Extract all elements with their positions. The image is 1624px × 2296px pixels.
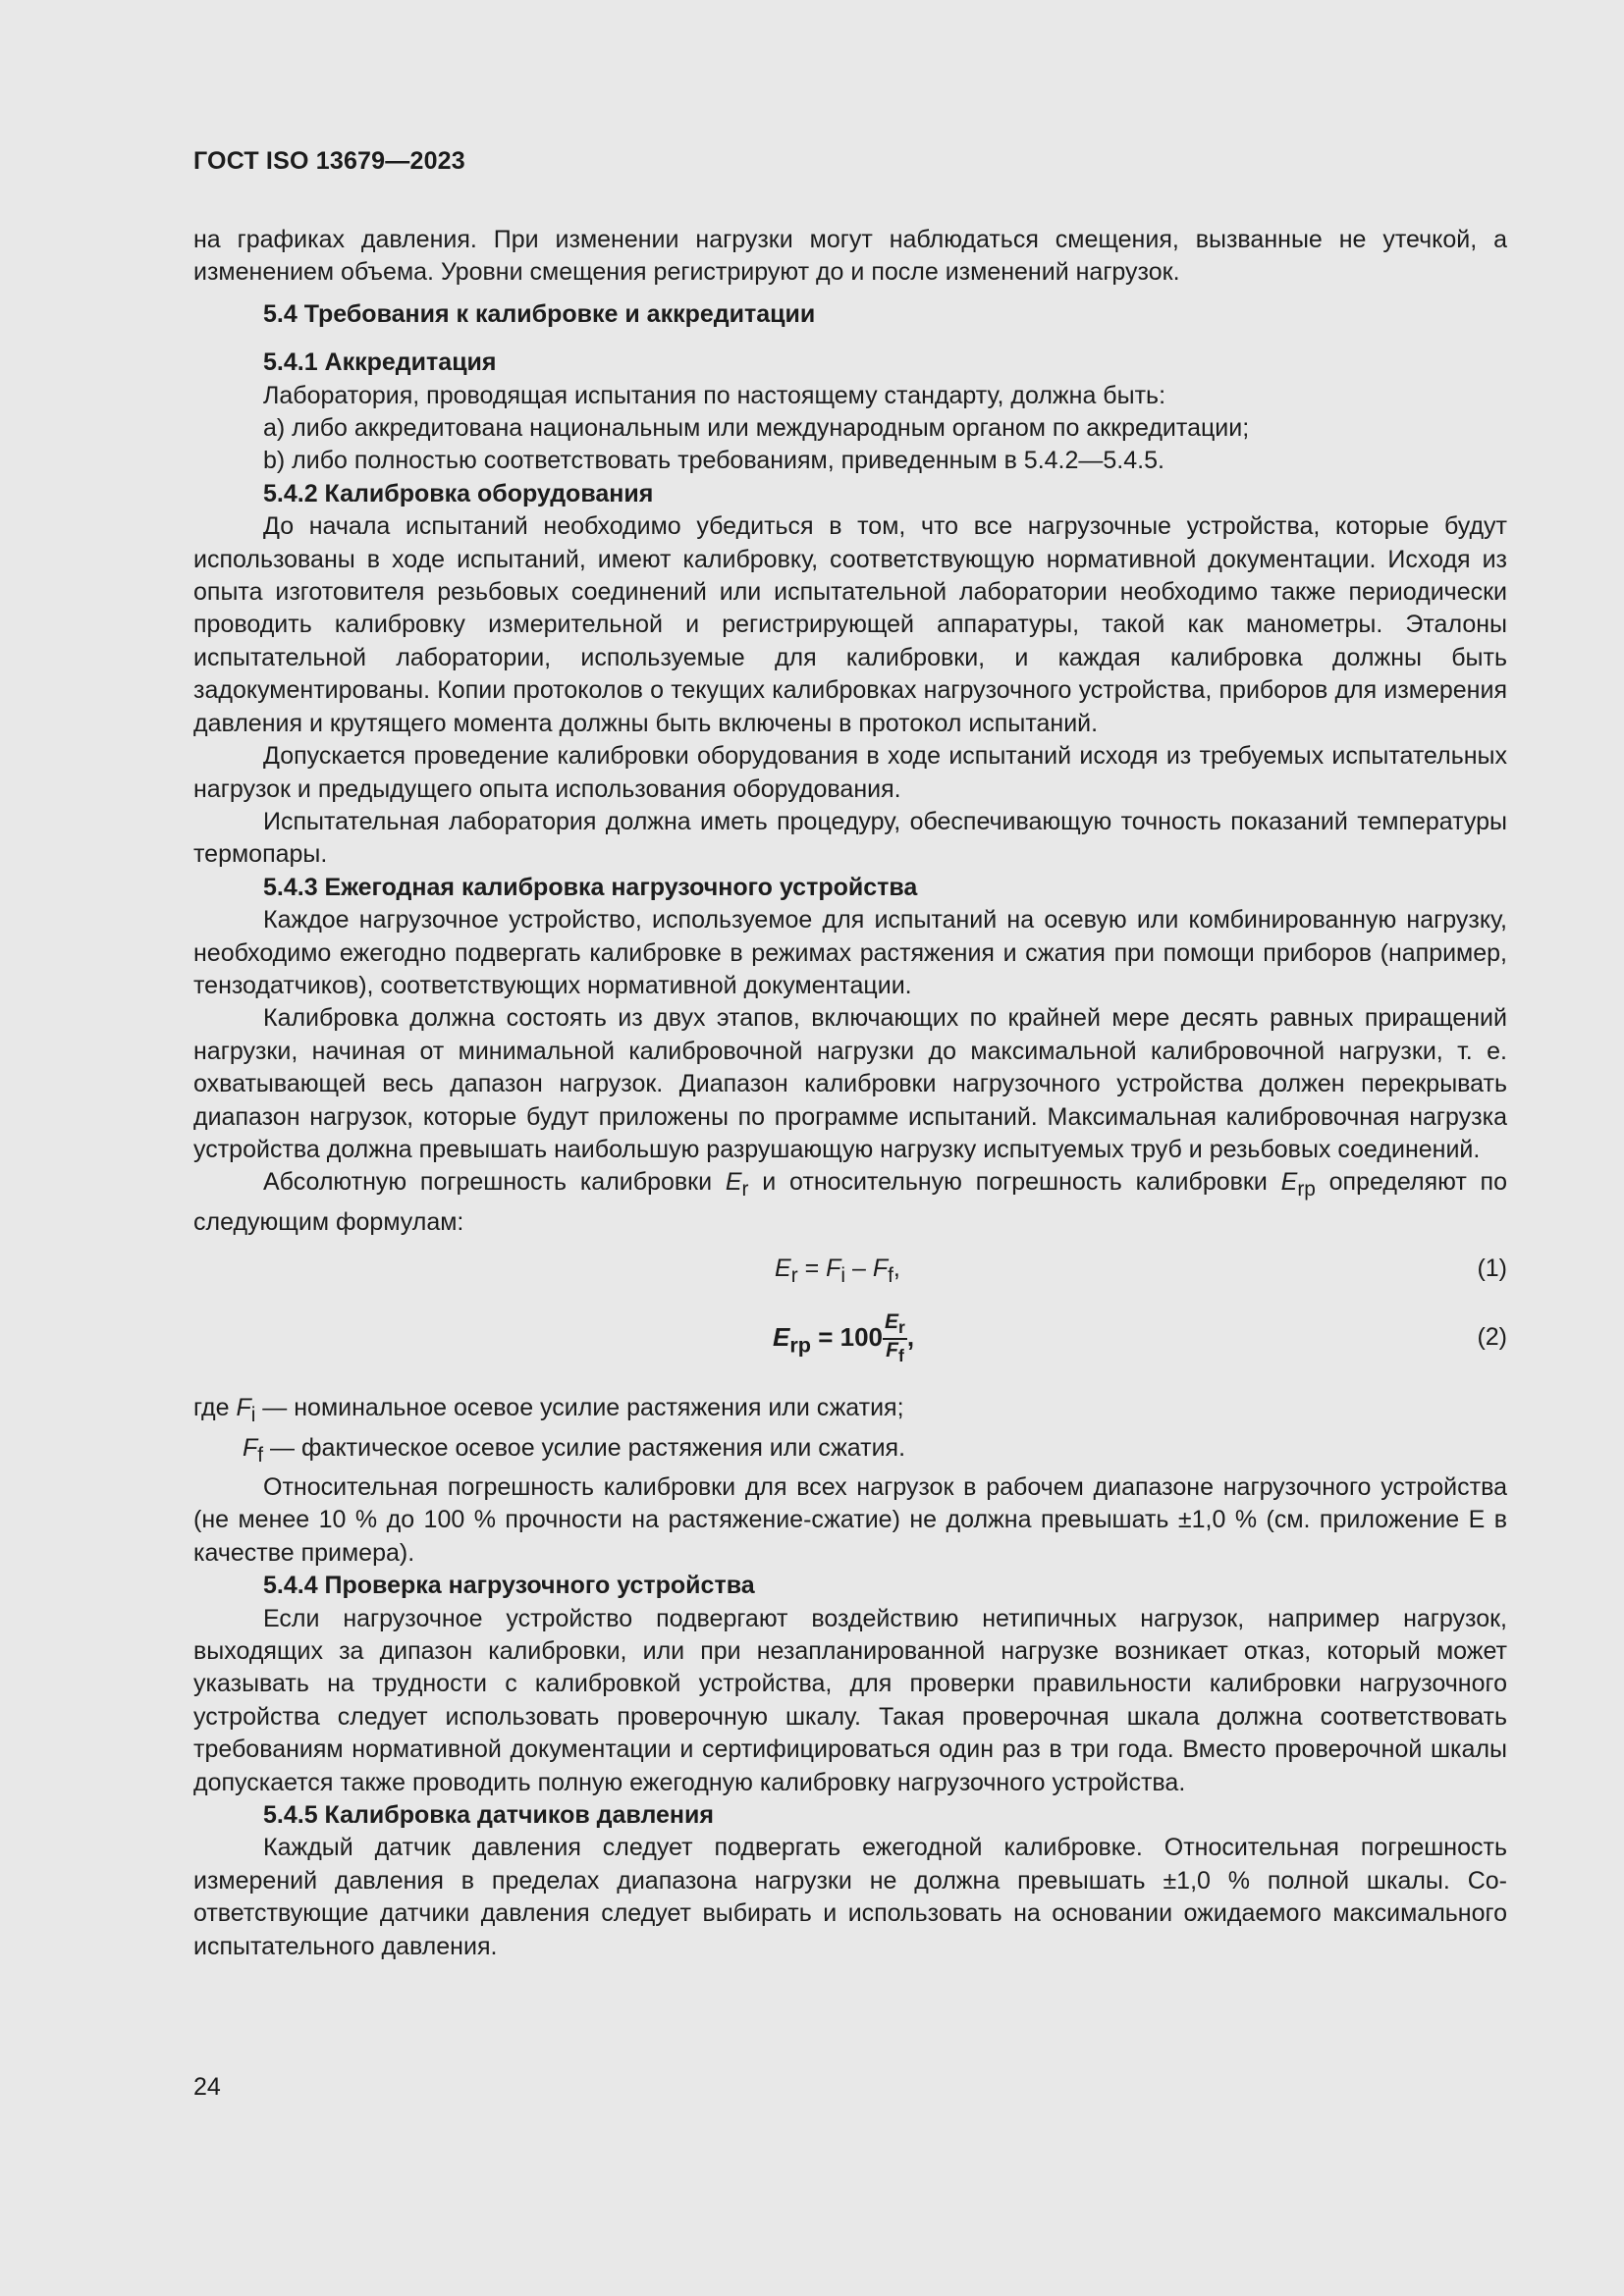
- paragraph-5-4-4: Если нагрузочное устройство подвергают воздействию нетипичных нагрузок, например нагрузок, выходящих за дипазон калибровки, или при незапланированной нагрузке возникает отказ, который может указывать на трудности с калибровкой устройства, для проверки правильности калибровки нагрузочного устройства следует использовать проверочную шкалу. Такая проверочная шкала должна соответствовать требованиям нормативной документации и сертифицироваться один раз в три года. Вместо проверочной шкалы допускается также проводить полную ежегодную калибровку нагрузочного устройства.: [193, 1604, 1507, 1796]
- subscript-i: i: [840, 1264, 846, 1288]
- subscript-f: f: [257, 1443, 264, 1467]
- symbol-E: E: [1280, 1168, 1298, 1197]
- formula-2-number: (2): [1477, 1323, 1507, 1352]
- symbol-F: F: [243, 1433, 258, 1462]
- paragraph-5-4-3-2: Калибровка должна состоять из двух этапов, включающих по крайней мере десять равных приращений нагрузки, начиная от минимальной калибровочной нагрузки до максимальной калибровочной нагрузки, т. е. охватывающей весь дапазон нагрузок. Диапазон калибровки нагрузочного устройства должен перекрывать диапазон нагрузок, которые будут приложены по программе испытаний. Максимальная калибровочная нагрузка устройства должна превышать наибольшую разрушающую нагрузку испытуемых труб и резьбовых соединений.: [193, 1004, 1507, 1163]
- subscript-rp: rp: [1297, 1178, 1316, 1201]
- comma: ,: [893, 1255, 900, 1283]
- paragraph-5-4-2-3: Испытательная лаборатория должна иметь процедуру, обеспечивающую точность показаний температуры термопары.: [193, 807, 1507, 869]
- fraction-denominator: [883, 1340, 907, 1366]
- formula-2-body: [773, 1311, 914, 1366]
- coefficient-100: 100: [839, 1322, 884, 1353]
- formula-1-number: (1): [1477, 1255, 1507, 1283]
- paragraph-5-4-1: Лаборатория, проводящая испытания по настоящему стандарту, должна быть:: [263, 381, 1166, 409]
- paragraph-5-4-3-1: Каждое нагрузочное устройство, используемое для испытаний на осевую или комбинированную нагрузку, необходимо ежегодно подвергать калибровке в режимах растяжения и сжатия при помощи приборов (например, тензодатчиков), соответствующих нормативной документации.: [193, 906, 1507, 999]
- list-item-a: a) либо аккредитована национальным или международным органом по аккредитации;: [263, 414, 1250, 443]
- symbol-F: F: [872, 1255, 889, 1283]
- fraction-numerator: [883, 1311, 907, 1340]
- paragraph-5-4-2-2: Допускается проведение калибровки оборудования в ходе испытаний исходя из требуемых испытательных нагрузок и предыдущего опыта использования оборудования.: [193, 742, 1507, 803]
- text-segment: Абсолютную погрешность калибровки: [263, 1168, 726, 1197]
- section-heading-5-4-2: 5.4.2 Калибровка оборудования: [263, 479, 654, 507]
- section-heading-5-4-1: 5.4.1 Аккредитация: [263, 348, 497, 377]
- paragraph-5-4-3-3: [193, 1166, 1507, 1239]
- where-definition: — фактическое осевое усилие растяжения или сжатия.: [263, 1433, 906, 1462]
- text-segment: определяют по следующим формулам:: [193, 1168, 1507, 1236]
- formula-1: [193, 1239, 1507, 1304]
- symbol-E: E: [885, 1310, 899, 1334]
- symbol-E: E: [775, 1255, 791, 1283]
- formula-2: [193, 1304, 1507, 1374]
- paragraph-intro: на графиках давления. При изменении нагрузки могут наблюдаться смещения, вызванные не утечкой, а изменением объема. Уровни смещения регистрируют до и после изменений нагрузок.: [193, 226, 1507, 287]
- comma: ,: [906, 1322, 915, 1353]
- page-number: 24: [193, 2073, 221, 2101]
- section-heading-5-4: 5.4 Требования к калибровке и аккредитации: [263, 299, 816, 328]
- where-prefix: где: [193, 1394, 237, 1422]
- subscript-r: r: [741, 1178, 749, 1201]
- fraction: [883, 1311, 907, 1366]
- symbol-F: F: [826, 1255, 841, 1283]
- equals-sign: =: [797, 1255, 827, 1283]
- paragraph-5-4-3-4: Относительная погрешность калибровки для всех нагрузок в рабочем диапазоне нагрузочного устройства (не менее 10 % до 100 % прочности на растяжение-сжатие) не должна превышать ±1,0 % (см. приложение Е в качестве примера).: [193, 1473, 1507, 1567]
- list-item-b: b) либо полностью соответствовать требованиям, приведенным в 5.4.2—5.4.5.: [263, 447, 1164, 475]
- section-heading-5-4-5: 5.4.5 Калибровка датчиков давления: [263, 1801, 714, 1830]
- section-heading-5-4-3: 5.4.3 Ежегодная калибровка нагрузочного устройства: [263, 873, 918, 901]
- where-line-1: [193, 1392, 1507, 1431]
- symbol-E: E: [773, 1322, 790, 1353]
- page-body: [193, 224, 1507, 1963]
- equals-sign: =: [811, 1322, 840, 1353]
- subscript-f: f: [888, 1264, 893, 1288]
- document-header: ГОСТ ISO 13679—2023: [193, 147, 465, 175]
- subscript-r: r: [898, 1317, 905, 1338]
- subscript-f: f: [897, 1346, 904, 1366]
- paragraph-5-4-5: Каждый датчик давления следует подвергать ежегодной калибровке. Относительная погрешность измерений давления в пределах диапазона нагрузки не должна превышать ±1,0 % полной шкалы. Соответствующие датчики давления следует выбирать и использовать на основании ожидаемого максимального испытательного давления.: [193, 1834, 1507, 1960]
- symbol-F: F: [886, 1339, 898, 1362]
- where-line-2: [193, 1432, 1507, 1471]
- subscript-i: i: [250, 1404, 256, 1427]
- formula-1-body: [775, 1253, 900, 1292]
- paragraph-5-4-2-1: До начала испытаний необходимо убедиться в том, что все нагрузочные устройства, которые будут использованы в ходе испытаний, имеют калибровку, соответствующую нормативной документации. Исходя из опыта изготовителя резьбовых соединений или испытательной лаборатории необходимо также периодически проводить калибровку измерительной и регистрирующей аппаратуры, такой как манометры. Эталоны испытательной лаборатории, используемые для калибровки, и каждая калибровка должны быть задокументированы. Копии протоколов о текущих калибровках нагрузочного устройства, приборов для измерения давления и крутящего момента должны быть включены в протокол испытаний.: [193, 512, 1507, 737]
- minus-sign: –: [845, 1255, 873, 1283]
- where-definition: — номинальное осевое усилие растяжения или сжатия;: [255, 1394, 904, 1422]
- section-heading-5-4-4: 5.4.4 Проверка нагрузочного устройства: [263, 1572, 755, 1600]
- subscript-r: r: [790, 1264, 798, 1288]
- subscript-rp: rp: [789, 1332, 811, 1358]
- text-segment: и относительную погрешность калибровки: [748, 1168, 1281, 1197]
- symbol-F: F: [236, 1394, 251, 1422]
- symbol-E: E: [725, 1168, 742, 1197]
